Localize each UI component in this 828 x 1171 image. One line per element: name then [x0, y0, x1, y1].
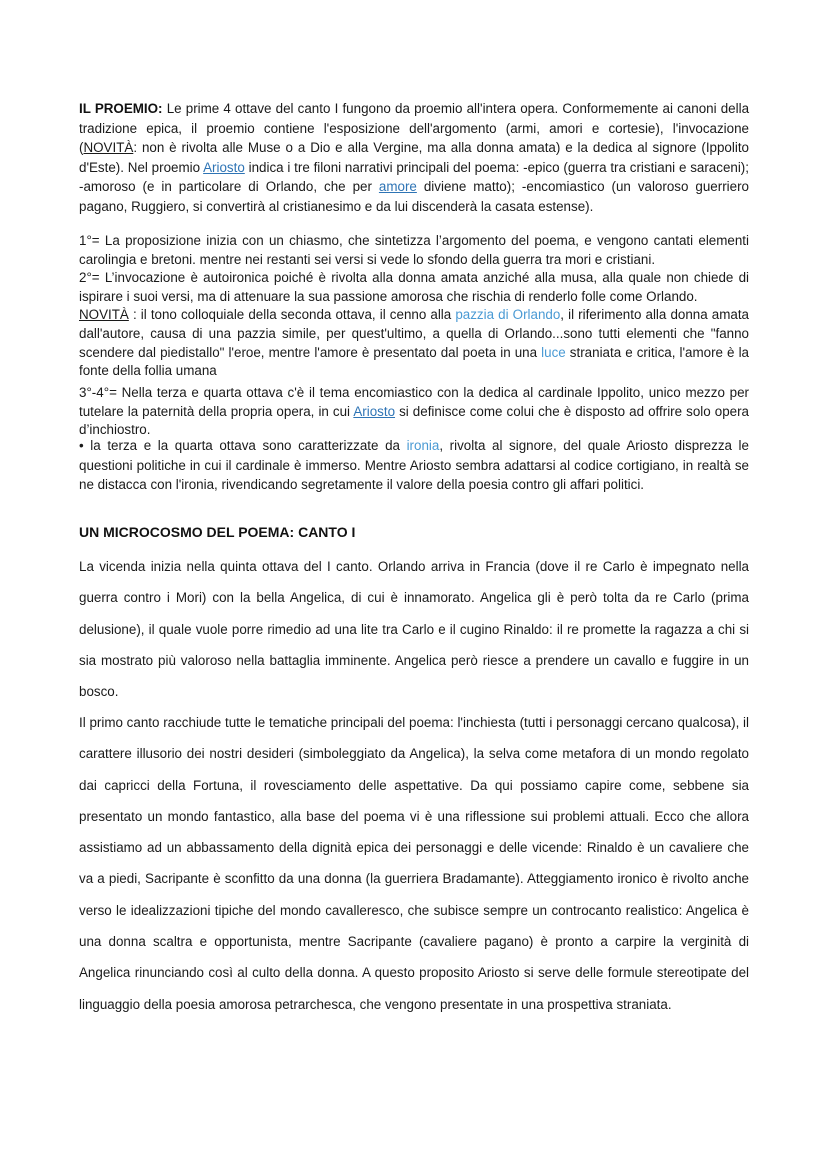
ironia-bullet: • la terza e la quarta ottava sono caratterizzate da ironia, rivolta al signore, del quale Ariosto disprezza le questioni politiche in cui il cardinale è immerso. Mentre Ariosto sembra adattarsi al codice cortigiano, in realtà se ne distacca con l'ironia, rivendicando segretamente il valore della poesia contro gli affari politici.: [79, 438, 749, 493]
luce-link[interactable]: luce: [541, 344, 566, 360]
ottava-1-note: 1°= La proposizione inizia con un chiasmo, che sintetizza l’argomento del poema, e vengono cantati elementi carolingia e bretoni. mentre nei restanti sei versi si vede lo sfondo della guerra tra mori e cristiani.: [79, 233, 749, 267]
ottava-2-note: 2°= L’invocazione è autoironica poiché è rivolta alla donna amata anziché alla musa, alla quale non chiede di ispirare i suoi versi, ma di attenuare la sua passione amorosa che rischia di renderlo folle come Orlando.: [79, 270, 749, 304]
canto-paragraph-2: Il primo canto racchiude tutte le tematiche principali del poema: l'inchiesta (tutti i personaggi cercano qualcosa), il carattere illusorio dei nostri desideri (simboleggiato da Angelica), la selva come metafora di un mondo regolato dai capricci della Fortuna, il rovesciamento delle aspettative. Da qui possiamo capire come, sebbene sia presentato un mondo fantastico, alla base del poema vi è una riflessione sui problemi attuali. Ecco che allora assistiamo ad un abbassamento della dignità epica dei personaggi e delle vicende: Rinaldo è un cavaliere che va a piedi, Sacripante è sconfitto da una donna (la guerriera Bradamante). Atteggiamento ironico è rivolto anche verso le idealizzazioni tipiche del mondo cavalleresco, che subisce sempre un controcanto realistico: Angelica è una donna scaltra e opportunista, mentre Sacripante (cavaliere pagano) è pronto a carpire la verginità di Angelica rinunciando così al culto della donna. A questo proposito Ariosto si serve delle formule stereotipate del linguaggio della poesia amorosa petrarchesca, che vengono presentate in una prospettiva straniata.: [79, 715, 749, 1012]
amore-link[interactable]: amore: [378, 179, 417, 195]
novita-label: NOVITÀ: [83, 140, 134, 156]
ottave-notes: [79, 232, 749, 381]
ottava-3-4-note: 3°-4°= Nella terza e quarta ottava c'è il tema encomiastico con la dedica al cardinale Ippolito, unico mezzo per tutelare la paternità della propria opera, in cui Ariosto si definisce come colui che è disposto ad offrire solo opera d’inchiostro.: [79, 385, 749, 438]
novita-label-2: NOVITÀ: [79, 307, 129, 323]
proemio-paragraph: IL PROEMIO: Le prime 4 ottave del canto I fungono da proemio all'intera opera. Conformemente ai canoni della tradizione epica, il proemio contiene l'esposizione dell'argomento (armi, amori e cortesie), l'invocazione (NOVITÀ: non è rivolta alle Muse o a Dio e alla Vergine, ma alla donna amata) e la dedica al signore (Ippolito d'Este). Nel proemio Ariosto indica i tre filoni narrativi principali del poema: -epico (guerra tra cristiani e saraceni); -amoroso (e in particolare di Orlando, che per amore diviene matto); -encomiastico (un valoroso guerriero pagano, Ruggiero, si convertirà al cristianesimo e da lui discenderà la casata estense).: [79, 101, 750, 214]
ariosto-link-2[interactable]: Ariosto: [353, 403, 396, 419]
ironia-link[interactable]: ironia: [406, 438, 440, 453]
bullet-icon: •: [79, 438, 84, 453]
ariosto-link[interactable]: Ariosto: [203, 159, 245, 175]
proemio-heading: IL PROEMIO:: [79, 101, 163, 116]
pazzia-link[interactable]: pazzia di Orlando: [455, 307, 561, 323]
novita-note: NOVITÀ : il tono colloquiale della seconda ottava, il cenno alla pazzia di Orlando, il riferimento alla donna amata dall'autore, causa di una pazzia simile, per quest'ultimo, a quella di Orlando...sono tutti elementi che "fanno scendere dal piedistallo" l'eroe, mentre l'amore è presentato dal poeta in una luce straniata e critica, l'amore è la fonte della follia umana: [79, 307, 749, 379]
canto-paragraph-1: La vicenda inizia nella quinta ottava del I canto. Orlando arriva in Francia (dove il re Carlo è impegnato nella guerra contro i Mori) con la bella Angelica, di cui è innamorato. Angelica gli è però tolta da re Carlo (prima delusione), il quale vuole porre rimedio ad una lite tra Carlo e il cugino Rinaldo: il re promette la ragazza a chi si sia mostrato più valoroso nella battaglia imminente. Angelica però riesce a prendere un cavallo e fuggire in un bosco.: [79, 559, 749, 700]
canto-heading: UN MICROCOSMO DEL POEMA: CANTO I: [79, 524, 356, 540]
